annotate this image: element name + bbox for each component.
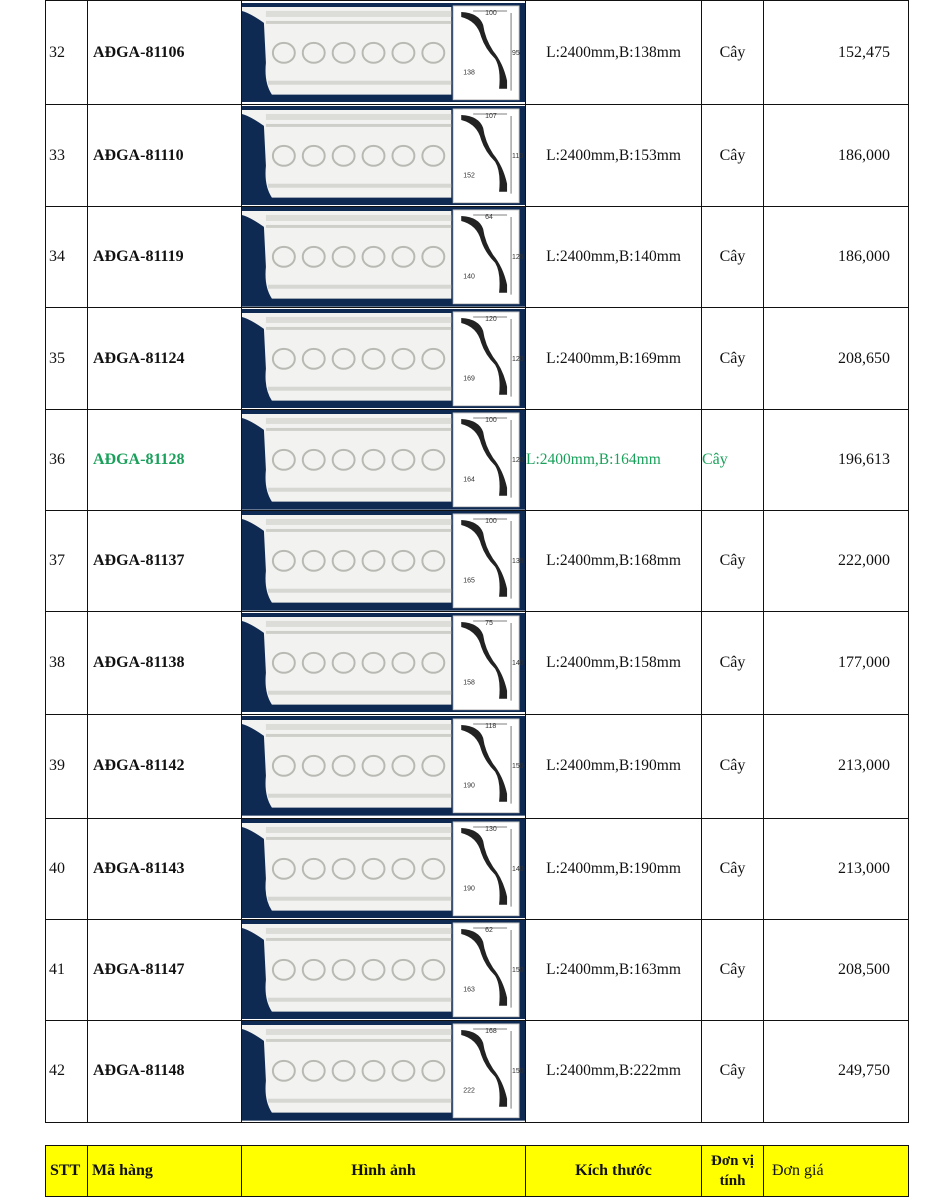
row-unit: Cây	[702, 1, 764, 105]
profile-height-label: 150	[512, 1068, 524, 1076]
row-size: L:2400mm,B:140mm	[526, 207, 702, 308]
profile-height-label: 120	[512, 355, 524, 363]
header-unit-line1: Đơn vị	[711, 1153, 754, 1169]
crown-molding-photo	[242, 106, 525, 206]
row-price: 186,000	[764, 105, 909, 207]
crown-molding-photo	[242, 716, 525, 816]
row-unit: Cây	[702, 207, 764, 308]
product-table	[45, 0, 909, 1123]
row-unit: Cây	[702, 410, 764, 511]
row-size: L:2400mm,B:190mm	[526, 818, 702, 919]
row-stt: 38	[46, 611, 88, 714]
row-price: 208,500	[764, 919, 909, 1020]
header-code: Mã hàng	[88, 1146, 242, 1197]
table-row	[46, 919, 909, 1020]
row-price: 186,000	[764, 207, 909, 308]
profile-diagonal-label: 140	[463, 273, 475, 281]
crown-molding-photo	[242, 613, 525, 713]
row-price: 213,000	[764, 818, 909, 919]
row-product-code: AĐGA-81124	[88, 308, 242, 410]
row-stt: 32	[46, 1, 88, 105]
row-product-code: AĐGA-81147	[88, 919, 242, 1020]
table-row	[46, 714, 909, 818]
row-size: L:2400mm,B:164mm	[526, 410, 702, 511]
crown-molding-photo	[242, 309, 525, 409]
header-stt: STT	[46, 1146, 88, 1197]
row-product-code: AĐGA-81148	[88, 1020, 242, 1122]
profile-height-label: 140	[512, 865, 524, 873]
row-image	[242, 818, 526, 919]
row-image	[242, 308, 526, 410]
row-price: 213,000	[764, 714, 909, 818]
row-product-code: AĐGA-81106	[88, 1, 242, 105]
row-stt: 37	[46, 511, 88, 612]
row-size: L:2400mm,B:222mm	[526, 1020, 702, 1122]
row-stt: 34	[46, 207, 88, 308]
row-size: L:2400mm,B:168mm	[526, 511, 702, 612]
profile-height-label: 110	[512, 152, 524, 160]
profile-width-label: 100	[485, 9, 497, 17]
profile-height-label: 135	[512, 557, 524, 565]
profile-height-label: 150	[512, 966, 524, 974]
row-product-code: AĐGA-81138	[88, 611, 242, 714]
crown-molding-photo	[242, 819, 525, 919]
row-price: 196,613	[764, 410, 909, 511]
row-stt: 39	[46, 714, 88, 818]
table-row	[46, 511, 909, 612]
table-row	[46, 818, 909, 919]
row-size: L:2400mm,B:190mm	[526, 714, 702, 818]
profile-height-label: 125	[512, 253, 524, 261]
profile-diagonal-label: 222	[463, 1088, 475, 1096]
row-stt: 36	[46, 410, 88, 511]
header-size: Kích thước	[526, 1146, 702, 1197]
profile-diagonal-label: 152	[463, 172, 475, 180]
crown-molding-photo	[242, 410, 525, 510]
profile-diagonal-label: 163	[463, 986, 475, 994]
profile-width-label: 100	[485, 417, 497, 425]
profile-width-label: 75	[485, 619, 493, 627]
row-size: L:2400mm,B:163mm	[526, 919, 702, 1020]
profile-width-label: 64	[485, 214, 493, 222]
row-stt: 42	[46, 1020, 88, 1122]
row-image	[242, 611, 526, 714]
row-image	[242, 1, 526, 105]
table-row	[46, 207, 909, 308]
row-price: 152,475	[764, 1, 909, 105]
row-product-code: AĐGA-81137	[88, 511, 242, 612]
row-unit: Cây	[702, 818, 764, 919]
profile-height-label: 150	[512, 763, 524, 771]
profile-height-label: 95	[512, 49, 520, 57]
row-unit: Cây	[702, 1020, 764, 1122]
row-image	[242, 1020, 526, 1122]
row-size: L:2400mm,B:169mm	[526, 308, 702, 410]
header-unit	[702, 1146, 764, 1197]
product-table-body	[46, 1, 909, 1123]
profile-height-label: 120	[512, 456, 524, 464]
row-image	[242, 919, 526, 1020]
row-product-code: AĐGA-81128	[88, 410, 242, 511]
profile-diagonal-label: 169	[463, 375, 475, 383]
row-stt: 35	[46, 308, 88, 410]
profile-height-label: 140	[512, 659, 524, 667]
table-row	[46, 1020, 909, 1122]
row-image	[242, 511, 526, 612]
row-product-code: AĐGA-81142	[88, 714, 242, 818]
row-unit: Cây	[702, 511, 764, 612]
row-size: L:2400mm,B:138mm	[526, 1, 702, 105]
profile-width-label: 118	[485, 723, 497, 731]
row-image	[242, 207, 526, 308]
profile-width-label: 130	[485, 825, 497, 833]
row-unit: Cây	[702, 308, 764, 410]
row-price: 222,000	[764, 511, 909, 612]
profile-width-label: 120	[485, 315, 497, 323]
row-image	[242, 410, 526, 511]
profile-diagonal-label: 164	[463, 476, 475, 484]
profile-width-label: 100	[485, 517, 497, 525]
crown-molding-photo	[242, 1021, 525, 1121]
table-row	[46, 308, 909, 410]
crown-molding-photo	[242, 920, 525, 1020]
profile-width-label: 62	[485, 926, 493, 934]
row-price: 249,750	[764, 1020, 909, 1122]
row-stt: 40	[46, 818, 88, 919]
table-row	[46, 1, 909, 105]
profile-width-label: 168	[485, 1028, 497, 1036]
header-price: Đơn giá	[764, 1146, 909, 1197]
row-product-code: AĐGA-81119	[88, 207, 242, 308]
header-unit-line2: tính	[719, 1173, 746, 1189]
row-unit: Cây	[702, 105, 764, 207]
row-image	[242, 105, 526, 207]
profile-diagonal-label: 165	[463, 577, 475, 585]
row-stt: 41	[46, 919, 88, 1020]
profile-width-label: 107	[485, 112, 497, 120]
profile-diagonal-label: 138	[463, 69, 475, 77]
profile-diagonal-label: 158	[463, 679, 475, 687]
table-header	[45, 1145, 909, 1197]
crown-molding-photo	[242, 3, 525, 103]
row-unit: Cây	[702, 611, 764, 714]
profile-diagonal-label: 190	[463, 783, 475, 791]
row-price: 177,000	[764, 611, 909, 714]
header-image: Hình ảnh	[242, 1146, 526, 1197]
row-size: L:2400mm,B:158mm	[526, 611, 702, 714]
row-product-code: AĐGA-81110	[88, 105, 242, 207]
header-row	[46, 1146, 909, 1197]
row-price: 208,650	[764, 308, 909, 410]
row-unit: Cây	[702, 919, 764, 1020]
row-stt: 33	[46, 105, 88, 207]
crown-molding-photo	[242, 511, 525, 611]
profile-diagonal-label: 190	[463, 885, 475, 893]
table-row	[46, 105, 909, 207]
table-row	[46, 410, 909, 511]
row-size: L:2400mm,B:153mm	[526, 105, 702, 207]
crown-molding-photo	[242, 207, 525, 307]
row-product-code: AĐGA-81143	[88, 818, 242, 919]
row-unit: Cây	[702, 714, 764, 818]
row-image	[242, 714, 526, 818]
table-row	[46, 611, 909, 714]
